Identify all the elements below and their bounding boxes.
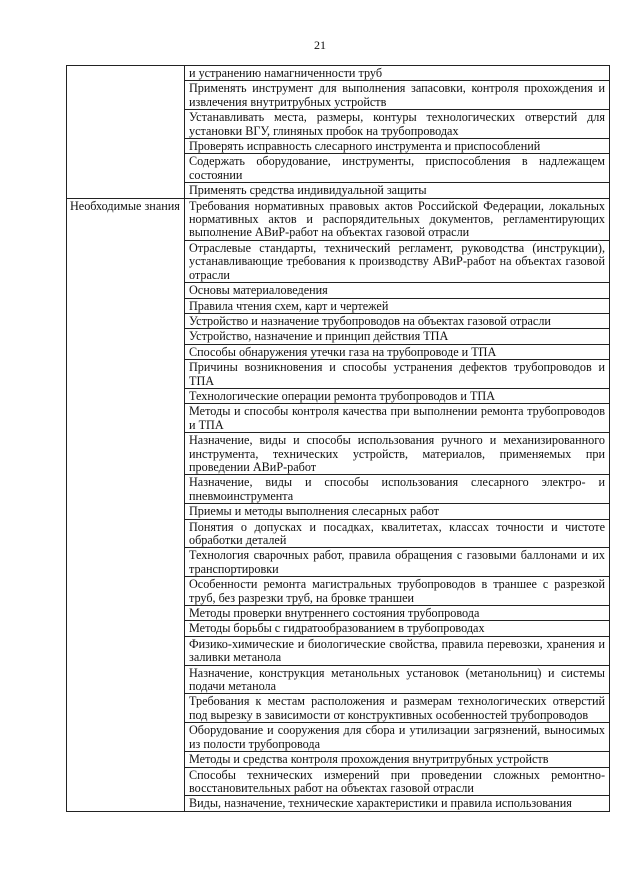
- requirement-item: и устранению намагниченности труб: [185, 66, 610, 81]
- requirement-item: Устройство, назначение и принцип действия ТПА: [185, 329, 610, 344]
- requirement-item: Назначение, конструкция метанольных установок (метанольниц) и системы подачи метанола: [185, 665, 610, 694]
- requirement-item: Отраслевые стандарты, технический регламент, руководства (инструкции), устанавливающие требования к производству АВиР-работ на объектах газовой отрасли: [185, 240, 610, 282]
- requirement-item: Физико-химические и биологические свойства, правила перевозки, хранения и заливки метанола: [185, 636, 610, 665]
- page-number: 21: [314, 38, 326, 52]
- requirement-item: Требования к местам расположения и размерам технологических отверстий под вырезку в зависимости от конструктивных особенностей трубопроводов: [185, 694, 610, 723]
- requirement-item: Причины возникновения и способы устранения дефектов трубопроводов и ТПА: [185, 360, 610, 389]
- requirements-table: [66, 65, 610, 812]
- requirement-item: Назначение, виды и способы использования ручного и механизированного инструмента, технических устройств, материалов, применяемых при проведении АВиР-работ: [185, 433, 610, 475]
- requirement-item: Методы проверки внутреннего состояния трубопровода: [185, 606, 610, 621]
- requirement-item: Методы борьбы с гидратообразованием в трубопроводах: [185, 621, 610, 636]
- requirement-item: Методы и средства контроля прохождения внутритрубных устройств: [185, 752, 610, 767]
- requirement-item: Требования нормативных правовых актов Российской Федерации, локальных нормативных актов и распорядительных документов, регламентирующих выполнение АВиР-работ на объектах газовой отрасли: [185, 198, 610, 240]
- table-row: [67, 66, 610, 81]
- requirement-item: Устройство и назначение трубопроводов на объектах газовой отрасли: [185, 313, 610, 328]
- requirement-item: Правила чтения схем, карт и чертежей: [185, 298, 610, 313]
- requirement-item: Виды, назначение, технические характеристики и правила использования: [185, 796, 610, 811]
- requirement-item: Технологические операции ремонта трубопроводов и ТПА: [185, 388, 610, 403]
- requirement-item: Основы материаловедения: [185, 283, 610, 298]
- requirement-item: Способы обнаружения утечки газа на трубопроводе и ТПА: [185, 344, 610, 359]
- requirement-item: Способы технических измерений при проведении сложных ремонтно-восстановительных работ на объектах газовой отрасли: [185, 767, 610, 796]
- requirement-item: Применять средства индивидуальной защиты: [185, 183, 610, 198]
- requirement-item: Устанавливать места, размеры, контуры технологических отверстий для установки ВГУ, глиняных пробок на трубопроводах: [185, 110, 610, 139]
- requirement-item: Назначение, виды и способы использования слесарного электро- и пневмоинструмента: [185, 475, 610, 504]
- requirement-item: Оборудование и сооружения для сбора и утилизации загрязнений, выносимых из полости трубопровода: [185, 723, 610, 752]
- requirement-item: Проверять исправность слесарного инструмента и приспособлений: [185, 139, 610, 154]
- section-label: Необходимые знания: [67, 198, 185, 811]
- requirement-item: Технология сварочных работ, правила обращения с газовыми баллонами и их транспортировки: [185, 548, 610, 577]
- requirement-item: Понятия о допусках и посадках, квалитетах, классах точности и чистоте обработки деталей: [185, 519, 610, 548]
- section-label: [67, 66, 185, 199]
- requirement-item: Методы и способы контроля качества при выполнении ремонта трубопроводов и ТПА: [185, 404, 610, 433]
- table-body: [67, 66, 610, 812]
- requirement-item: Особенности ремонта магистральных трубопроводов в траншее с разрезкой труб, без разрезки труб, на бровке траншеи: [185, 577, 610, 606]
- requirement-item: Содержать оборудование, инструменты, приспособления в надлежащем состоянии: [185, 154, 610, 183]
- requirement-item: Применять инструмент для выполнения запасовки, контроля прохождения и извлечения внутритрубных устройств: [185, 81, 610, 110]
- requirement-item: Приемы и методы выполнения слесарных работ: [185, 504, 610, 519]
- table-row: [67, 198, 610, 240]
